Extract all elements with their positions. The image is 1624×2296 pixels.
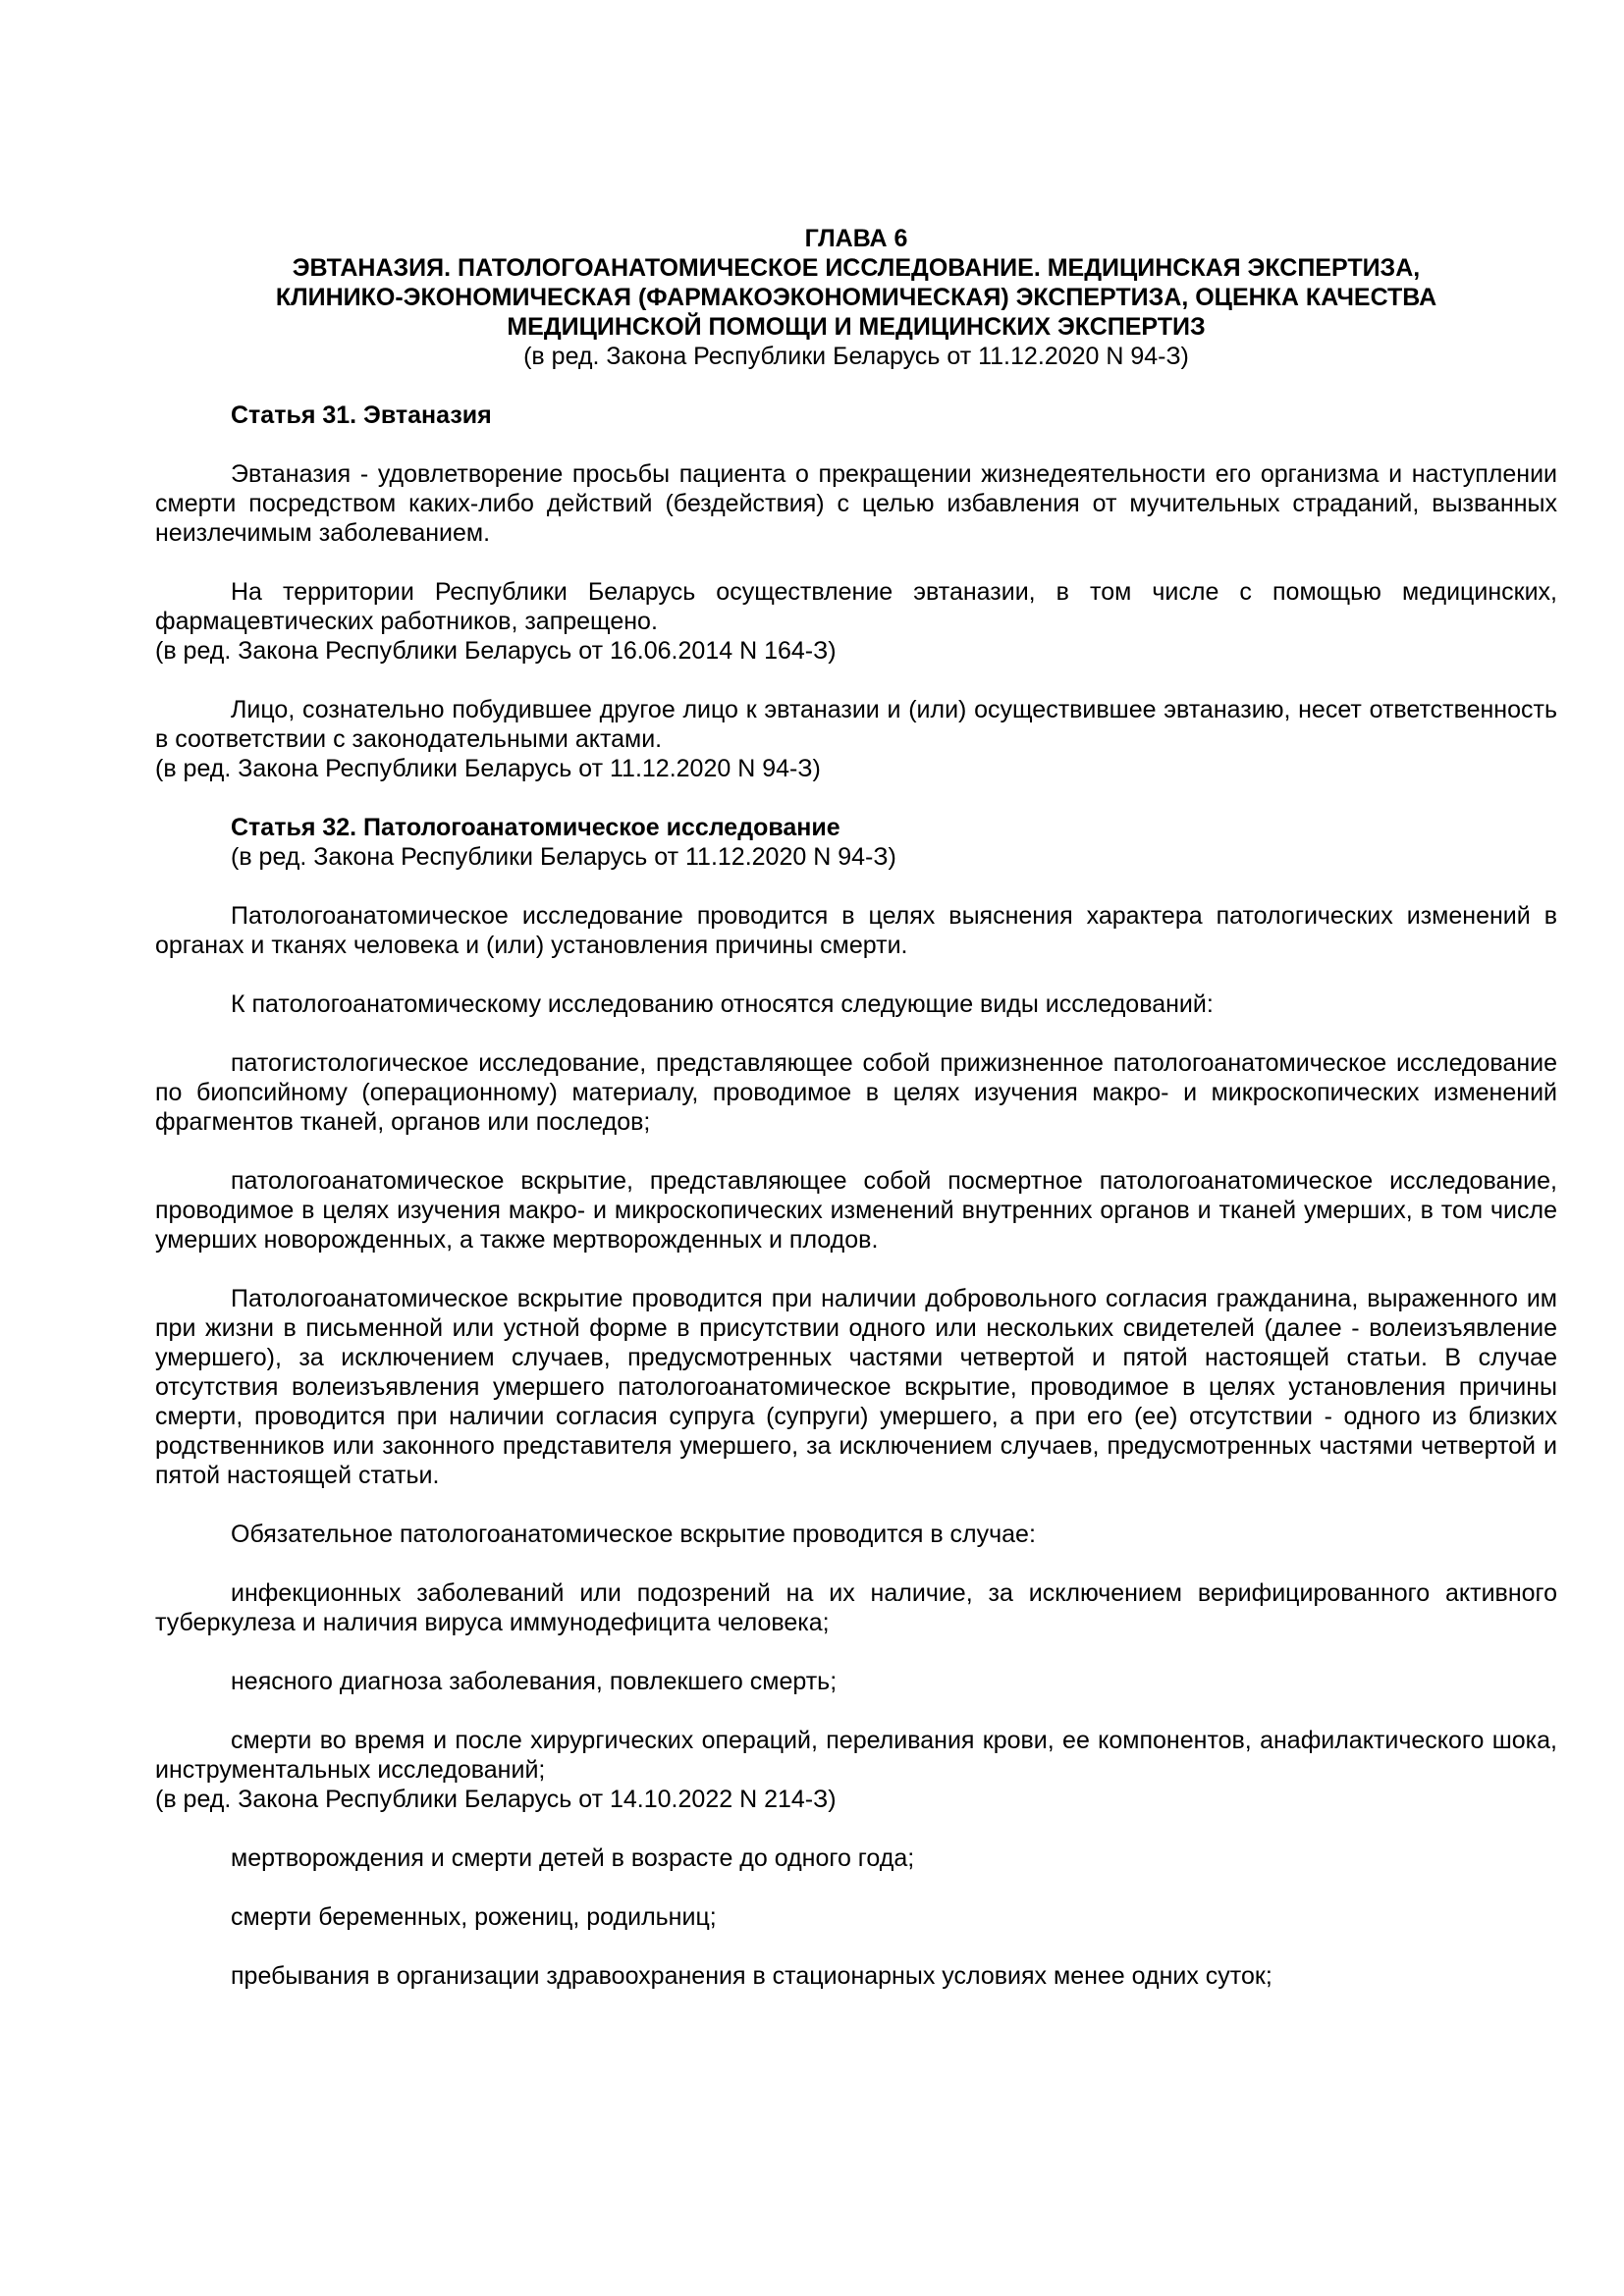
article-32-paragraph-4: патологоанатомическое вскрытие, представляющее собой посмертное патологоанатомическое исследование, проводимое в целях изучения макро- и микроскопических изменений внутренних органов и тканей умерших, в том числе умерших новорожденных, а также мертворожденных и плодов. xyxy=(155,1167,1557,1254)
chapter-title-line-3: МЕДИЦИНСКОЙ ПОМОЩИ И МЕДИЦИНСКИХ ЭКСПЕРТИЗ xyxy=(507,313,1206,341)
chapter-title-line-1: ЭВТАНАЗИЯ. ПАТОЛОГОАНАТОМИЧЕСКОЕ ИССЛЕДОВАНИЕ. МЕДИЦИНСКАЯ ЭКСПЕРТИЗА, xyxy=(292,254,1421,282)
article-31-heading: Статья 31. Эвтаназия xyxy=(231,401,492,429)
article-32-paragraph-9: смерти во время и после хирургических операций, переливания крови, ее компонентов, анафилактического шока, инструментальных исследований; xyxy=(155,1727,1557,1784)
article-32-paragraph-2: К патологоанатомическому исследованию относятся следующие виды исследований: xyxy=(231,990,1214,1018)
article-32-amendment: (в ред. Закона Республики Беларусь от 11.12.2020 N 94-З) xyxy=(231,843,896,871)
article-32-paragraph-11: смерти беременных, рожениц, родильниц; xyxy=(231,1903,717,1931)
chapter-amendment-note: (в ред. Закона Республики Беларусь от 11.12.2020 N 94-З) xyxy=(523,343,1189,370)
article-32-paragraph-12: пребывания в организации здравоохранения в стационарных условиях менее одних суток; xyxy=(231,1962,1272,1990)
article-32-paragraph-10: мертворождения и смерти детей в возрасте до одного года; xyxy=(231,1844,915,1872)
article-32-paragraph-5: Патологоанатомическое вскрытие проводится при наличии добровольного согласия гражданина, выраженного им при жизни в письменной или устной форме в присутствии одного или нескольких свидетелей (далее - волеизъявление умершего), за исключением случаев, предусмотренных частями четвертой и пятой настоящей статьи. В случае отсутствия волеизъявления умершего патологоанатомическое вскрытие, проводимое в целях установления причины смерти, проводится при наличии согласия супруга (супруги) умершего, а при его (ее) отсутствии - одного из близких родственников или законного представителя умершего, за исключением случаев, предусмотренных частями четвертой и пятой настоящей статьи. xyxy=(155,1285,1557,1489)
document-page xyxy=(155,224,1557,1991)
article-31-paragraph-1: Эвтаназия - удовлетворение просьбы пациента о прекращении жизнедеятельности его организма и наступлении смерти посредством каких-либо действий (бездействия) с целью избавления от мучительных страданий, вызванных неизлечимым заболеванием. xyxy=(155,460,1557,547)
chapter-number: ГЛАВА 6 xyxy=(804,225,908,252)
article-32-paragraph-9-amendment: (в ред. Закона Республики Беларусь от 14.10.2022 N 214-З) xyxy=(155,1786,837,1813)
article-32-paragraph-8: неясного диагноза заболевания, повлекшего смерть; xyxy=(231,1668,838,1695)
article-32-paragraph-6: Обязательное патологоанатомическое вскрытие проводится в случае: xyxy=(231,1521,1036,1548)
article-32-heading: Статья 32. Патологоанатомическое исследование xyxy=(231,814,840,841)
article-32-paragraph-7: инфекционных заболеваний или подозрений на их наличие, за исключением верифицированного активного туберкулеза и наличия вируса иммунодефицита человека; xyxy=(155,1579,1557,1636)
article-31-paragraph-3: Лицо, сознательно побудившее другое лицо к эвтаназии и (или) осуществившее эвтаназию, несет ответственность в соответствии с законодательными актами. xyxy=(155,696,1557,753)
article-31-paragraph-2-amendment: (в ред. Закона Республики Беларусь от 16.06.2014 N 164-З) xyxy=(155,637,837,665)
chapter-title-line-2: КЛИНИКО-ЭКОНОМИЧЕСКАЯ (ФАРМАКОЭКОНОМИЧЕСКАЯ) ЭКСПЕРТИЗА, ОЦЕНКА КАЧЕСТВА xyxy=(275,284,1437,311)
article-32-paragraph-1: Патологоанатомическое исследование проводится в целях выяснения характера патологических изменений в органах и тканях человека и (или) установления причины смерти. xyxy=(155,902,1557,959)
article-31-paragraph-3-amendment: (в ред. Закона Республики Беларусь от 11.12.2020 N 94-З) xyxy=(155,755,821,782)
article-32-paragraph-3: патогистологическое исследование, представляющее собой прижизненное патологоанатомическое исследование по биопсийному (операционному) материалу, проводимое в целях изучения макро- и микроскопических изменений фрагментов тканей, органов или последов; xyxy=(155,1049,1557,1136)
article-31-paragraph-2: На территории Республики Беларусь осуществление эвтаназии, в том числе с помощью медицинских, фармацевтических работников, запрещено. xyxy=(155,578,1557,635)
